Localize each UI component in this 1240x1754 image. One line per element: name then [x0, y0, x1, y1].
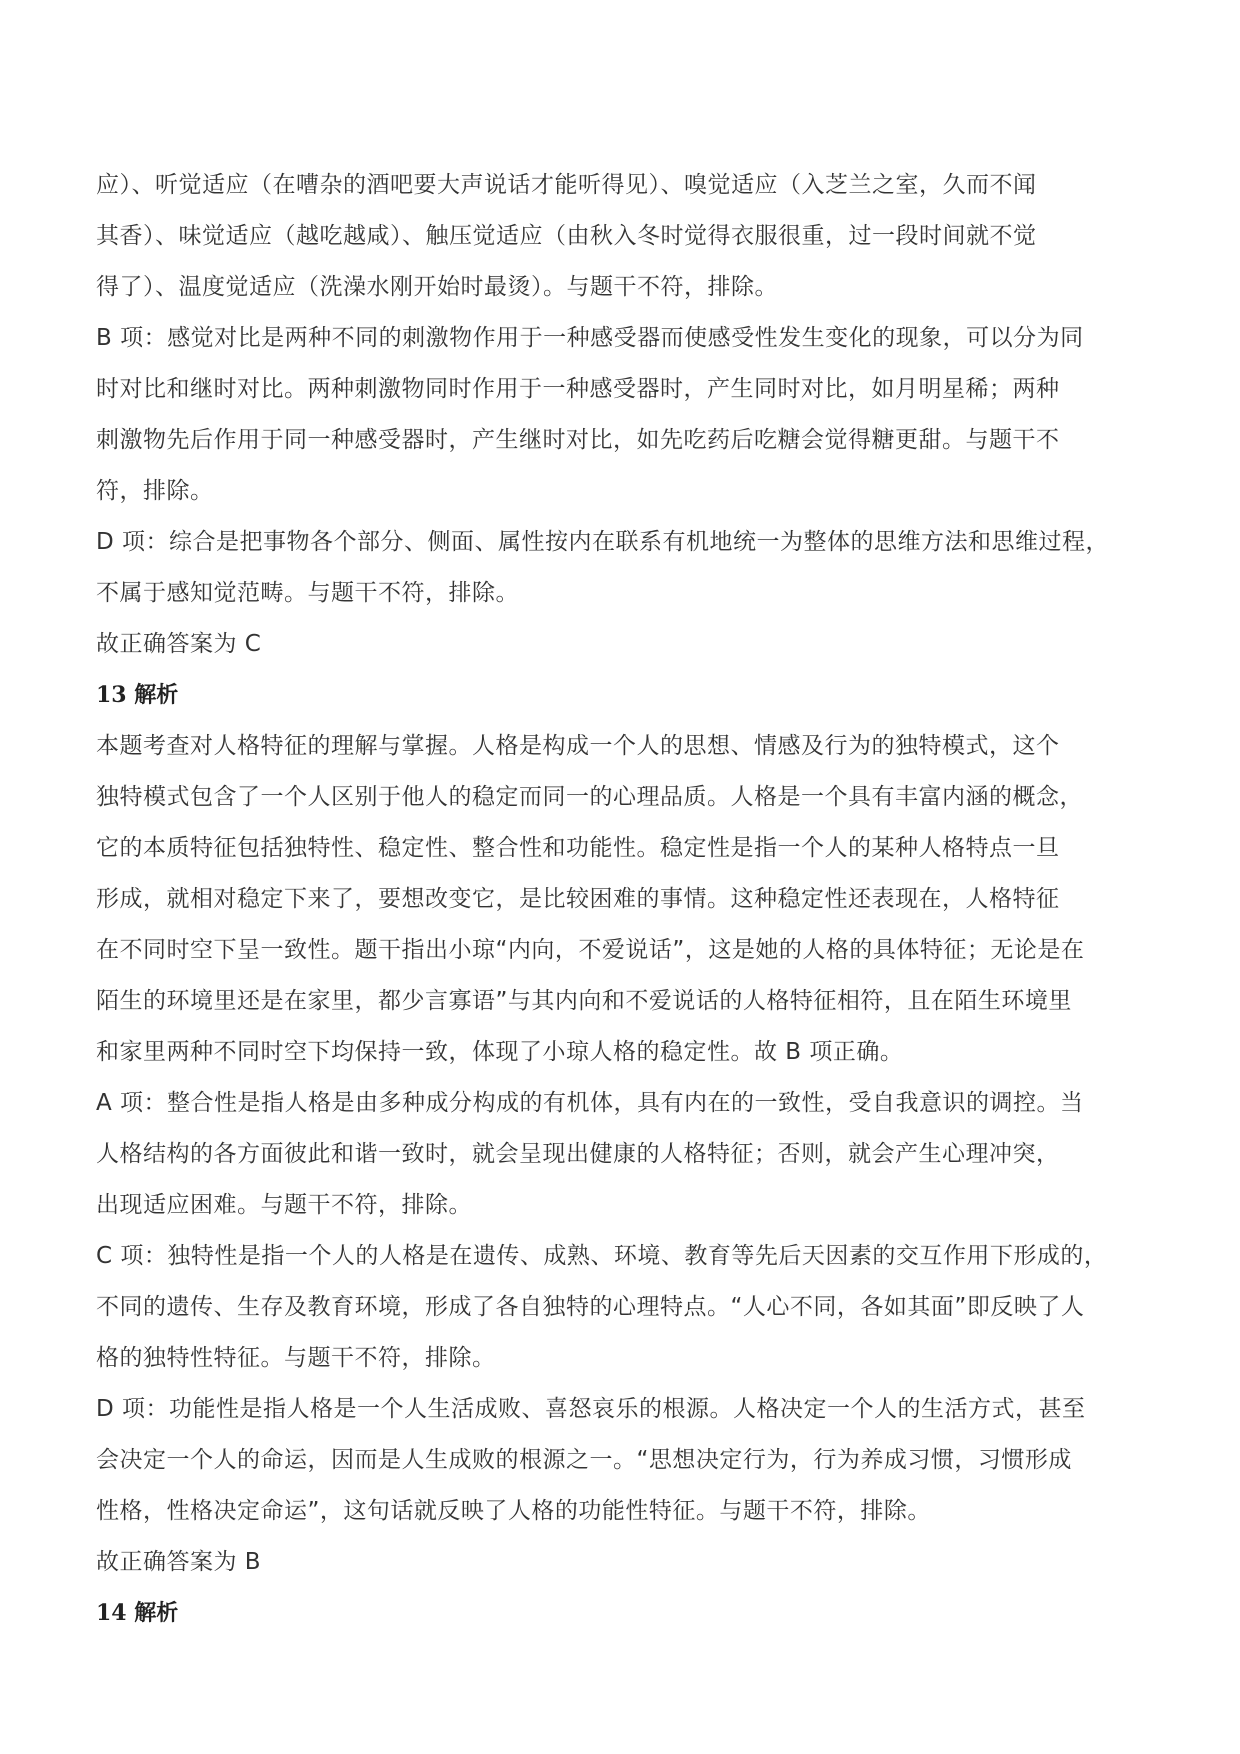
- text-line: 故正确答案为 C: [96, 631, 262, 657]
- q13-option-a: [96, 1078, 1176, 1231]
- text-line: A 项：整合性是指人格是由多种成分构成的有机体，具有内在的一致性，受自我意识的调控。当: [96, 1090, 1084, 1116]
- text-line: 故正确答案为 B: [96, 1549, 262, 1575]
- document-page: [96, 160, 1176, 1639]
- text-line: 会决定一个人的命运，因而是人生成败的根源之一。“思想决定行为，行为养成习惯，习惯形成: [96, 1447, 1072, 1473]
- text-line: 格的独特性特征。与题干不符，排除。: [96, 1345, 496, 1371]
- text-line: C 项：独特性是指一个人的人格是在遗传、成熟、环境、教育等先后天因素的交互作用下形成的，: [96, 1243, 1108, 1269]
- text-line: D 项：综合是把事物各个部分、侧面、属性按内在联系有机地统一为整体的思维方法和思维过程，: [96, 529, 1110, 555]
- q14-heading: 14 解析: [96, 1600, 179, 1626]
- q13-option-c: [96, 1231, 1176, 1384]
- text-line: 陌生的环境里还是在家里，都少言寡语”与其内向和不爱说话的人格特征相符，且在陌生环境里: [96, 988, 1072, 1014]
- q13-answer: [96, 1537, 1176, 1588]
- text-line: 得了）、温度觉适应（洗澡水刚开始时最烫）。与题干不符，排除。: [96, 274, 778, 300]
- text-line: 出现适应困难。与题干不符，排除。: [96, 1192, 472, 1218]
- text-line: 人格结构的各方面彼此和谐一致时，就会呈现出健康的人格特征；否则，就会产生心理冲突，: [96, 1141, 1060, 1167]
- text-line: B 项：感觉对比是两种不同的刺激物作用于一种感受器而使感受性发生变化的现象，可以分为同: [96, 325, 1084, 351]
- q13-explanation: [96, 721, 1176, 1078]
- text-line: 独特模式包含了一个人区别于他人的稳定而同一的心理品质。人格是一个具有丰富内涵的概念，: [96, 784, 1083, 810]
- text-line: D 项：功能性是指人格是一个人生活成败、喜怒哀乐的根源。人格决定一个人的生活方式，甚至: [96, 1396, 1086, 1422]
- q12-option-b: [96, 313, 1176, 517]
- text-line: 形成，就相对稳定下来了，要想改变它，是比较困难的事情。这种稳定性还表现在，人格特征: [96, 886, 1060, 912]
- text-line: 在不同时空下呈一致性。题干指出小琼“内向，不爱说话”，这是她的人格的具体特征；无论是在: [96, 937, 1085, 963]
- q13-heading: 13 解析: [96, 682, 179, 708]
- text-line: 符，排除。: [96, 478, 214, 504]
- text-line: 和家里两种不同时空下均保持一致，体现了小琼人格的稳定性。故 B 项正确。: [96, 1039, 904, 1065]
- text-line: 它的本质特征包括独特性、稳定性、整合性和功能性。稳定性是指一个人的某种人格特点一旦: [96, 835, 1060, 861]
- text-line: 不属于感知觉范畴。与题干不符，排除。: [96, 580, 519, 606]
- q12-answer: [96, 619, 1176, 670]
- text-line: 刺激物先后作用于同一种感受器时，产生继时对比，如先吃药后吃糖会觉得糖更甜。与题干不: [96, 427, 1060, 453]
- text-line: 应）、听觉适应（在嘈杂的酒吧要大声说话才能听得见）、嗅觉适应（入芝兰之室，久而不闻: [96, 172, 1037, 198]
- q13-option-d: [96, 1384, 1176, 1537]
- q12-option-d: [96, 517, 1176, 619]
- text-line: 性格，性格决定命运”，这句话就反映了人格的功能性特征。与题干不符，排除。: [96, 1498, 931, 1524]
- text-line: 不同的遗传、生存及教育环境，形成了各自独特的心理特点。“人心不同，各如其面”即反映了人: [96, 1294, 1085, 1320]
- text-line: 其香）、味觉适应（越吃越咸）、触压觉适应（由秋入冬时觉得衣服很重，过一段时间就不觉: [96, 223, 1037, 249]
- q12-option-a-tail: [96, 160, 1176, 313]
- text-line: 时对比和继时对比。两种刺激物同时作用于一种感受器时，产生同时对比，如月明星稀；两种: [96, 376, 1060, 402]
- text-line: 本题考查对人格特征的理解与掌握。人格是构成一个人的思想、情感及行为的独特模式，这个: [96, 733, 1060, 759]
